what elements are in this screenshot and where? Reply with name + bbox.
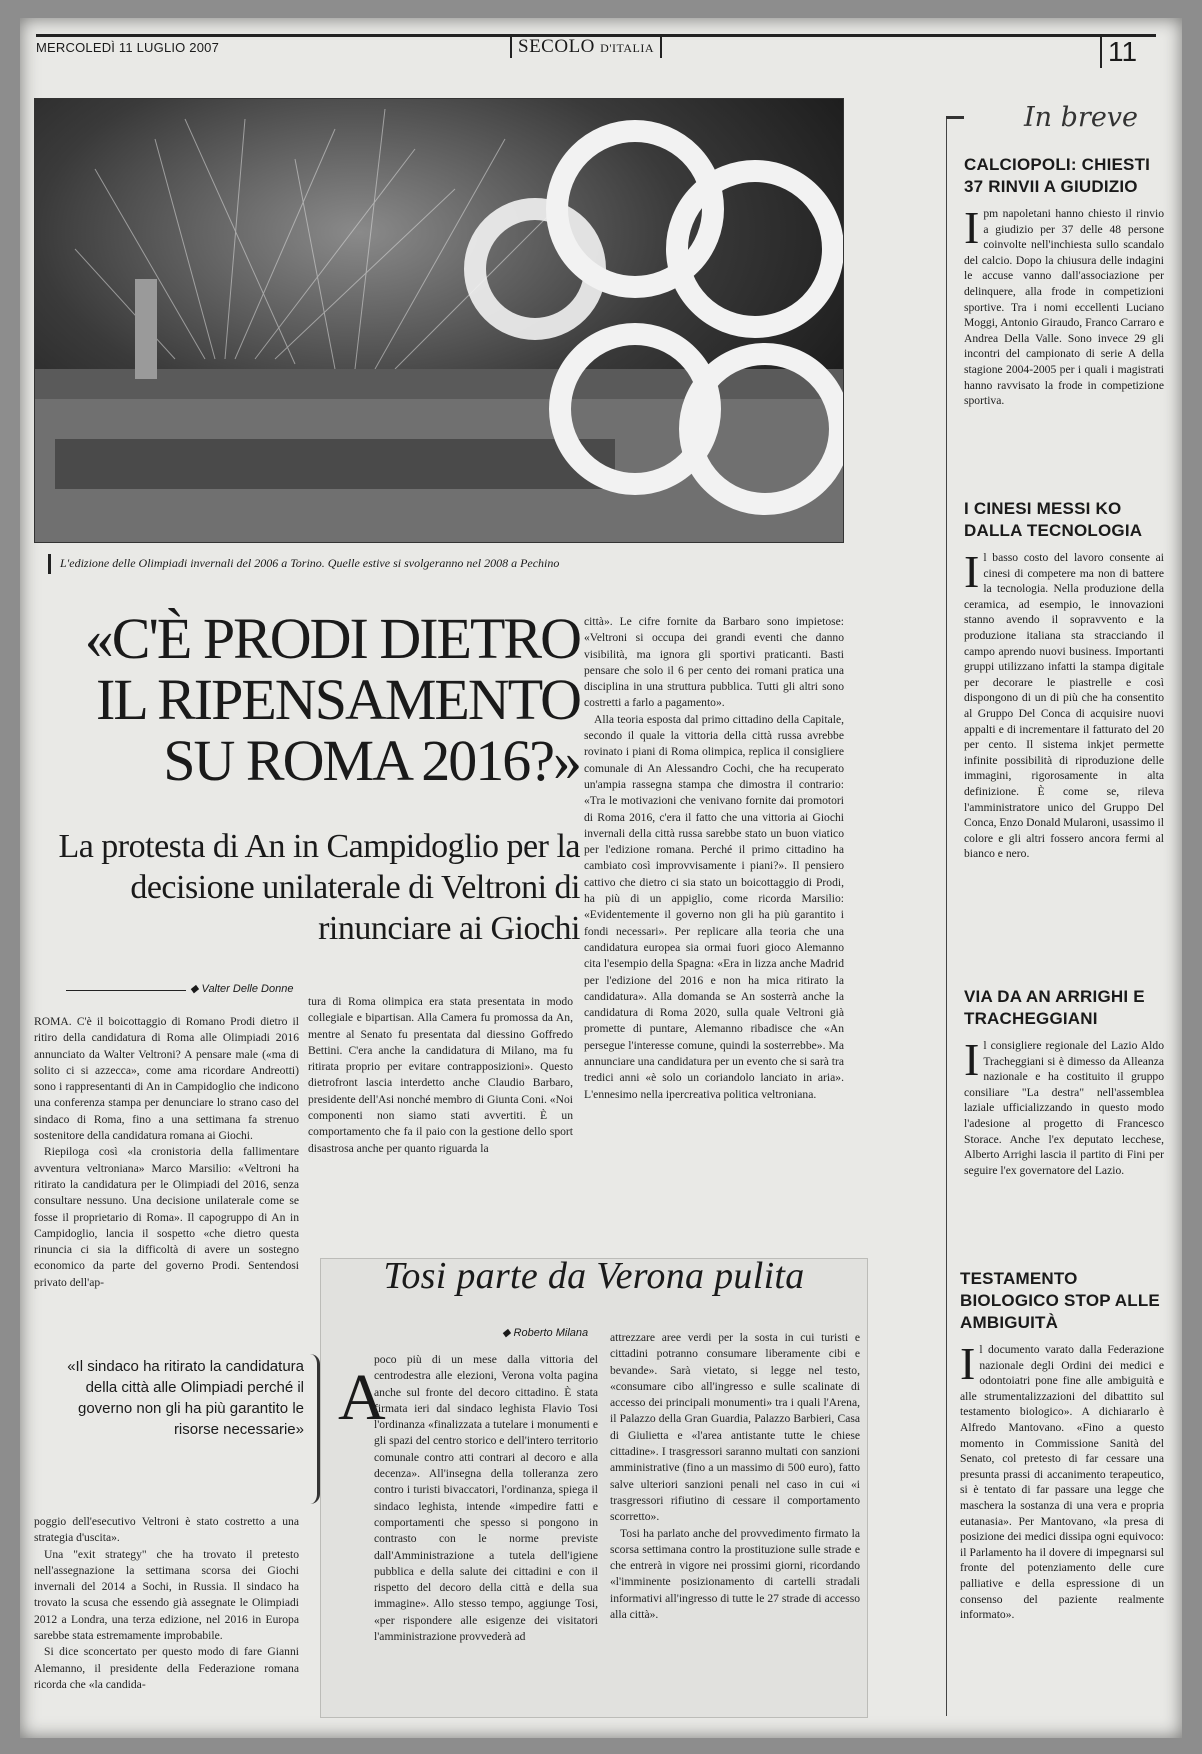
- in-breve-label: In breve: [1024, 102, 1139, 133]
- main-article-col1-p3: poggio dell'esecutivo Veltroni è stato costretto a una strategia d'uscita».: [34, 1515, 299, 1545]
- tosi-byline-name: Roberto Milana: [513, 1327, 589, 1339]
- newspaper-name-main: SECOLO: [518, 36, 595, 57]
- main-article-col1-p2: Riepiloga così «la cronistoria della fallimentare avventura veltroniana» Marco Marsilio: «Veltroni ha ritirato la candidatura per le Olimpiadi del 2016, senza consultare nessuno. Una decisione unilaterale come se fosse il proprietario di Roma». Il capogruppo di An in Campidoglio, lancia il sospetto «che dietro questa rinuncia ci sia la difficoltà di avere un sostegno economico da parte del governo Prodi. Sentendosi privato dell'ap-: [34, 1145, 299, 1289]
- main-article-col3-p1: città». Le cifre fornite da Barbaro sono impietose: «Veltroni si occupa dei grandi eventi che danno visibilità, ma ignora gli sportivi praticanti. Basti pensare che solo il 6 per cento dei romani pratica una disciplina in una struttura pubblica. Tutti gli altri sono costretti a farlo a pagamento».: [584, 615, 844, 710]
- olympic-rings-illustration: [35, 99, 844, 543]
- brief-body: [960, 1338, 1164, 1623]
- brief-title: I CINESI MESSI KO DALLA TECNOLOGIA: [964, 499, 1143, 540]
- brief-body: [964, 1034, 1164, 1178]
- brief-text: l consigliere regionale del Lazio Aldo Tracheggiani si è dimesso da Alleanza nazionale e ha costituito il gruppo consiliare "La destra" nell'assemblea laziale ufficializzando in questo modo l'adesione al progetto di Francesco Storace. Anche l'ex deputato lecchese, Alberto Arrighi lascia il partito di Fini per seguire l'ex governatore del Lazio.: [964, 1039, 1164, 1177]
- brief-title: VIA DA AN ARRIGHI E TRACHEGGIANI: [964, 987, 1145, 1028]
- page-number: 11: [1100, 36, 1137, 68]
- byline-rule: [66, 990, 186, 991]
- caption-marker: [48, 554, 51, 574]
- main-byline: ◆ Valter Delle Donne: [190, 983, 294, 995]
- pull-quote: «Il sindaco ha ritirato la candidatura della città alle Olimpiadi perché il governo non gli ha più garantito le risorse necessarie»: [67, 1358, 304, 1438]
- brief-title: TESTAMENTO BIOLOGICO STOP ALLE AMBIGUITÀ: [960, 1269, 1160, 1332]
- tosi-col2: [610, 1330, 860, 1623]
- brief-testamento: [960, 1268, 1164, 1623]
- newspaper-page: [20, 18, 1182, 1738]
- tosi-col1-text: poco più di un mese dalla vittoria del centrodestra alle elezioni, Verona volta pagina anche sul fronte del decoro cittadino. È stata firmata ieri dal sindaco leghista Flavio Tosi l'ordinanza «finalizzata a tutelare i monumenti e gli spazi del centro storico e dell'intero territorio comunale contro atti contrari al decoro e alla decenza». All'insegna della tolleranza zero contro i turisti bivaccatori, l'ordinanza, spiega il sindaco leghista, intende «impedire fatti e comportamenti che spesso si pongono in contrasto con le norme previste dall'Amministrazione a tutela dell'igiene pubblica e della salute dei cittadini e con il rispetto del decoro della città e della sua immagine». Allo stesso tempo, aggiunge Tosi, «per rispondere alle esigenze dei visitatori l'amministrazione provvederà ad: [374, 1353, 598, 1644]
- brief-text: l documento varato dalla Federazione nazionale degli Ordini dei medici e odontoiatri pone fine alle ambiguità e alle strumentalizzazioni del dibattito sul testamento biologico». A dichiararlo è Alfredo Mantovano. «Fino a questo momento in Commissione Sanità del Senato, col pretesto di far cessare una presunta prassi di accanimento terapeutico, si è tentato di far passare una legge che maschera la sostanza di una vera e propria eutanasia». Per Mantovano, «la presa di posizione dei medici dissipa ogni equivoco: il Parlamento ha il dovere di impegnarsi sul fronte del potenziamento delle cure palliative e della espressione di un consenso del paziente realmente informato».: [960, 1343, 1164, 1622]
- main-subhead: La protesta di An in Campidoglio per la decisione unilaterale di Veltroni di rinunciare ai Giochi: [58, 828, 580, 947]
- issue-date: MERCOLEDÌ 11 LUGLIO 2007: [36, 40, 220, 55]
- main-article-col3: [584, 614, 844, 1103]
- brief-title: CALCIOPOLI: CHIESTI 37 RINVII A GIUDIZIO: [964, 155, 1151, 196]
- main-article-col2-p1: tura di Roma olimpica era stata presentata in modo collegiale e bipartisan. Alla Camera fu promossa da An, mentre al Senato fu presentata dal diessino Goffredo Bettini. C'era anche la candidatura di Milano, ma fu ritirata proprio per evitare contrapposizioni». Questo dietrofront lascia interdetto anche Claudio Barbaro, presidente dell'Asi nonché membro di Giunta Coni. «Noi componenti non siamo stati avvertiti. È un comportamento che fa il paio con la gestione dello sport disastrosa anche per quanto riguarda la: [308, 995, 573, 1155]
- main-article-col1-p1: ROMA. C'è il boicottaggio di Romano Prodi dietro il ritiro della candidatura di Roma alle Olimpiadi 2016 annunciato da Walter Veltroni? A pensare male («ma di solito ci si azzecca», come ama ricordare Andreotti) sono i rappresentanti di An in Campidoglio che indicono una conferenza stampa per denunciare lo strano caso del sindaco di Roma, fino a una settimana fa strenuo sostenitore della candidatura romana ai Giochi.: [34, 1015, 299, 1143]
- main-article-col1-cont: [34, 1514, 299, 1693]
- brief-text: l basso costo del lavoro consente ai cinesi di competere ma non di battere la tecnologia. Nella produzione della ceramica, ad esempio, le innovazioni stanno avendo il sopravvento e la produzione italiana sta stracciando il campo aprendo nuovi business. Importanti gruppi utilizzano infatti la stampa digitale per decorare le piastrelle e così dispongono di un di più che ha consentito al Gruppo Del Conca di acquisire nuovi appalti e di incrementare il fatturato del 20 per cento. Il sistema inkjet permette infinite possibilità di riproduzione delle immagini, rigorosamente in alta definizione. È come se, rileva l'amministratore unico del Gruppo Del Conca, Enzo Donald Mularoni, usassimo il colore e gli altri fossero ancora fermi al bianco e nero.: [964, 551, 1164, 861]
- main-article-col1-p4: Una "exit strategy" che ha trovato il pretesto nell'assegnazione la settimana scorsa dei Giochi invernali del 2014 a Sochi, in Russia. Il sindaco ha trovato la scusa che essendo già assegnate le Olimpiadi 2012 a Londra, una terza edizione, nel 2016 in Europa sarebbe stata estremamente improbabile.: [34, 1547, 299, 1643]
- tosi-byline: ◆ Roberto Milana: [502, 1327, 589, 1339]
- pull-quote-bracket: [310, 1354, 320, 1504]
- tosi-col2-p2: Tosi ha parlato anche del provvedimento firmato la scorsa settimana contro la prostituzione sulle strade e che entrerà in vigore nei prossimi giorni, ricordando «l'imminente posizionamento di cartelli stradali informativi all'ingresso di tutte le 27 strade di accesso alla città».: [610, 1526, 860, 1622]
- main-article-col1-p5: Si dice sconcertato per questo modo di fare Gianni Alemanno, il presidente della Federazione romana ricorda che «la candida-: [34, 1645, 299, 1691]
- tosi-dropcap: A: [338, 1361, 386, 1434]
- brief-dropcap: I: [964, 202, 980, 253]
- newspaper-name-suffix: D'ITALIA: [600, 41, 655, 55]
- brief-arrighi: [964, 986, 1164, 1178]
- main-article-col1: [34, 1014, 299, 1291]
- sidebar-rule: [946, 116, 947, 1716]
- tosi-col1: [330, 1352, 598, 1645]
- brief-dropcap: I: [964, 546, 980, 597]
- main-byline-name: Valter Delle Donne: [201, 983, 294, 995]
- brief-body: [964, 202, 1164, 409]
- photo-caption: L'edizione delle Olimpiadi invernali del 2006 a Torino. Quelle estive si svolgeranno nel 2008 a Pechino: [60, 556, 560, 570]
- olympic-rings-photo: [34, 98, 844, 543]
- tosi-headline: Tosi parte da Verona pulita: [383, 1255, 805, 1297]
- tosi-col2-p1: attrezzare aree verdi per la sosta in cui turisti e cittadini potranno consumare liberamente cibi e bevande». Sarà vietato, si legge nel testo, «consumare cibo all'ingresso e sulle scalinate di accesso dei principali monumenti» tra i quali l'Arena, il Palazzo della Gran Guardia, Palazzo Barbieri, Casa di Giulietta e «l'area antistante tutte le chiese cittadine». I trasgressori saranno multati con sanzioni amministrative (fino a un massimo di 500 euro), fatto salve ulteriori sanzioni penali nel caso in cui «i trasgressori rifiutino di cessare il comportamento scorretto».: [610, 1331, 860, 1524]
- brief-text: pm napoletani hanno chiesto il rinvio a giudizio per 37 delle 48 persone coinvolte nell'inchiesta sullo scandalo del calcio. Dopo la chiusura delle indagini le accuse vanno dall'associazione per delinquere, alla frode in competizioni sportive. Tra i nomi eccellenti Luciano Moggi, Antonio Giraudo, Franco Carraro e Andrea Della Valle. Sono invece 29 gli incontri del campionato di serie A della stagione 2004-2005 per i quali i magistrati hanno ravvisato la frode in competizione sportiva.: [964, 207, 1164, 408]
- main-article-col3-p2: Alla teoria esposta dal primo cittadino della Capitale, secondo il quale la vittoria della città russa avrebbe rovinato i piani di Roma olimpica, replica il consigliere comunale di An Alessandro Cochi, che ha recuperato un'ampia rassegna stampa che dimostra il contrario: «Tra le motivazioni che venivano fornite dai promotori di Roma 2016, c'era il fatto che una vittoria ai Giochi invernali della città russa sarebbe stato un buon viatico per l'edizione romana. Perché il primo cittadino ha cambiato così improvvisamente i piani?». Il pensiero cattivo che dietro ci sia stato un boicottaggio di Prodi, ha più di un appiglio, come ricorda Marsilio: «Evidentemente il governo non gli ha più garantito i fondi necessari». Per replicare alla teoria che una candidatura europea sia ormai fuori gioco Alemanno cita l'esempio della Spagna: «Era in lizza anche Madrid per l'edizione del 2016 e non ha mica ritirato la candidatura». Alla domanda se An sosterrà anche la candidatura di Roma 2020, sulla quale Veltroni già promette di puntare, Alemanno ribadisce che «An persegue l'interesse comune, quindi la sosterrebbe». Ma annunciare una candidatura per un evento che si sarà tra tredici anni «è solo un coriandolo lanciato in aria». L'ennesimo nella ipercreativa politica veltroniana.: [584, 712, 844, 1101]
- brief-dropcap: I: [964, 1034, 980, 1085]
- main-headline: «C'È PRODI DIETRO IL RIPENSAMENTO SU ROMA 2016?»: [84, 606, 580, 793]
- brief-dropcap: I: [960, 1338, 976, 1389]
- main-article-col2: [308, 994, 573, 1157]
- brief-body: [964, 546, 1164, 862]
- sidebar-cap: [946, 116, 964, 119]
- brief-calciopoli: [964, 154, 1164, 409]
- brief-cinesi: [964, 498, 1164, 862]
- newspaper-name: [510, 36, 662, 58]
